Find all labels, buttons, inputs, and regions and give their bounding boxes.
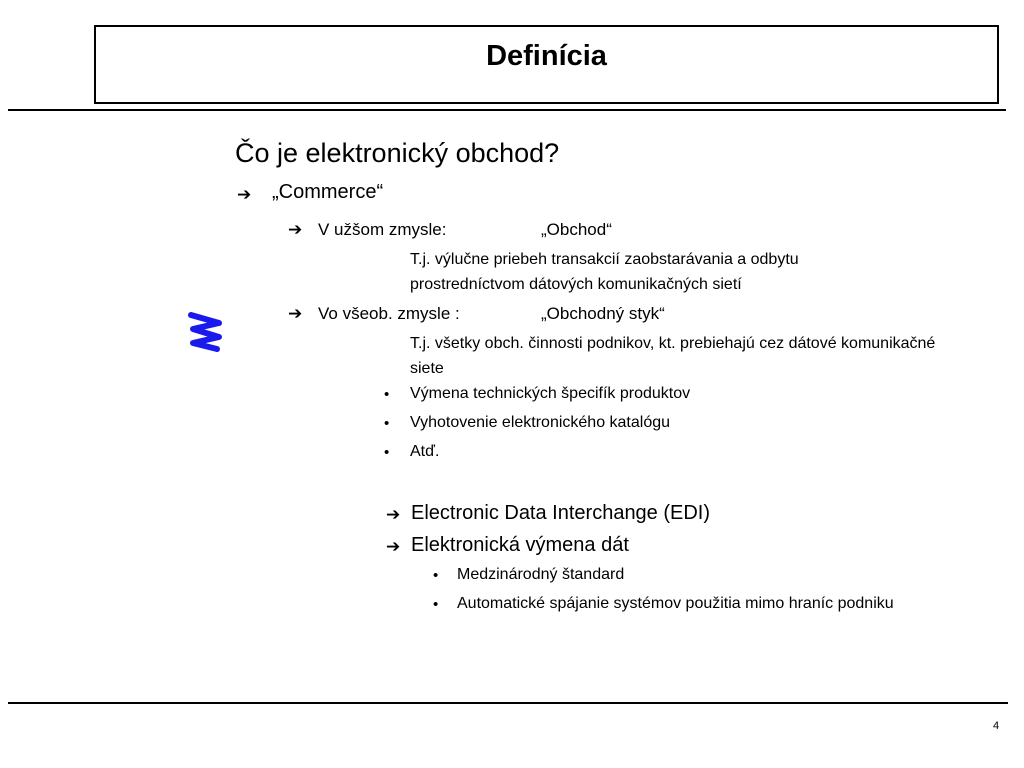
edi-label: Electronic Data Interchange (EDI) [411, 502, 711, 524]
bullet-icon: • [433, 596, 439, 613]
top-rule [8, 109, 1006, 111]
bullet-icon: • [433, 567, 439, 584]
narrow-sense-description: T.j. výlučne priebeh transakcií zaobstarávania a odbytu prostredníctvom dátových komunikačných sietí [410, 251, 799, 293]
narrow-sense-value: „Obchod“ [541, 220, 612, 239]
arrow-bullet-icon: ➔ [288, 304, 303, 324]
edi-slovak-label: Elektronická výmena dát [411, 534, 629, 556]
zigzag-decoration-icon [186, 309, 226, 353]
edi-item: Medzinárodný štandard [457, 566, 625, 583]
broad-item: Vyhotovenie elektronického katalógu [410, 414, 671, 431]
page-number: 4 [993, 720, 1000, 732]
narrow-sense-label: V užšom zmysle: [318, 220, 447, 239]
arrow-bullet-icon: ➔ [386, 505, 401, 525]
broad-sense-description: T.j. všetky obch. činnosti podnikov, kt. prebiehajú cez dátové komunikačné siete [410, 335, 936, 377]
slide-heading: Čo je elektronický obchod? [235, 138, 560, 168]
commerce-label: „Commerce“ [272, 181, 384, 203]
broad-item: Výmena technických špecifík produktov [410, 385, 691, 402]
broad-sense-label: Vo všeob. zmysle : [318, 304, 460, 323]
slide-title: Definícia [486, 40, 607, 72]
bullet-icon: • [384, 386, 390, 403]
bottom-rule [8, 702, 1008, 704]
bullet-icon: • [384, 415, 390, 432]
arrow-bullet-icon: ➔ [288, 220, 303, 240]
title-box [94, 25, 999, 104]
bullet-icon: • [384, 444, 390, 461]
broad-sense-value: „Obchodný styk“ [541, 304, 665, 323]
broad-item: Atď. [410, 443, 440, 460]
arrow-bullet-icon: ➔ [237, 185, 252, 205]
arrow-bullet-icon: ➔ [386, 537, 401, 557]
edi-item: Automatické spájanie systémov použitia mimo hraníc podniku [457, 595, 894, 612]
